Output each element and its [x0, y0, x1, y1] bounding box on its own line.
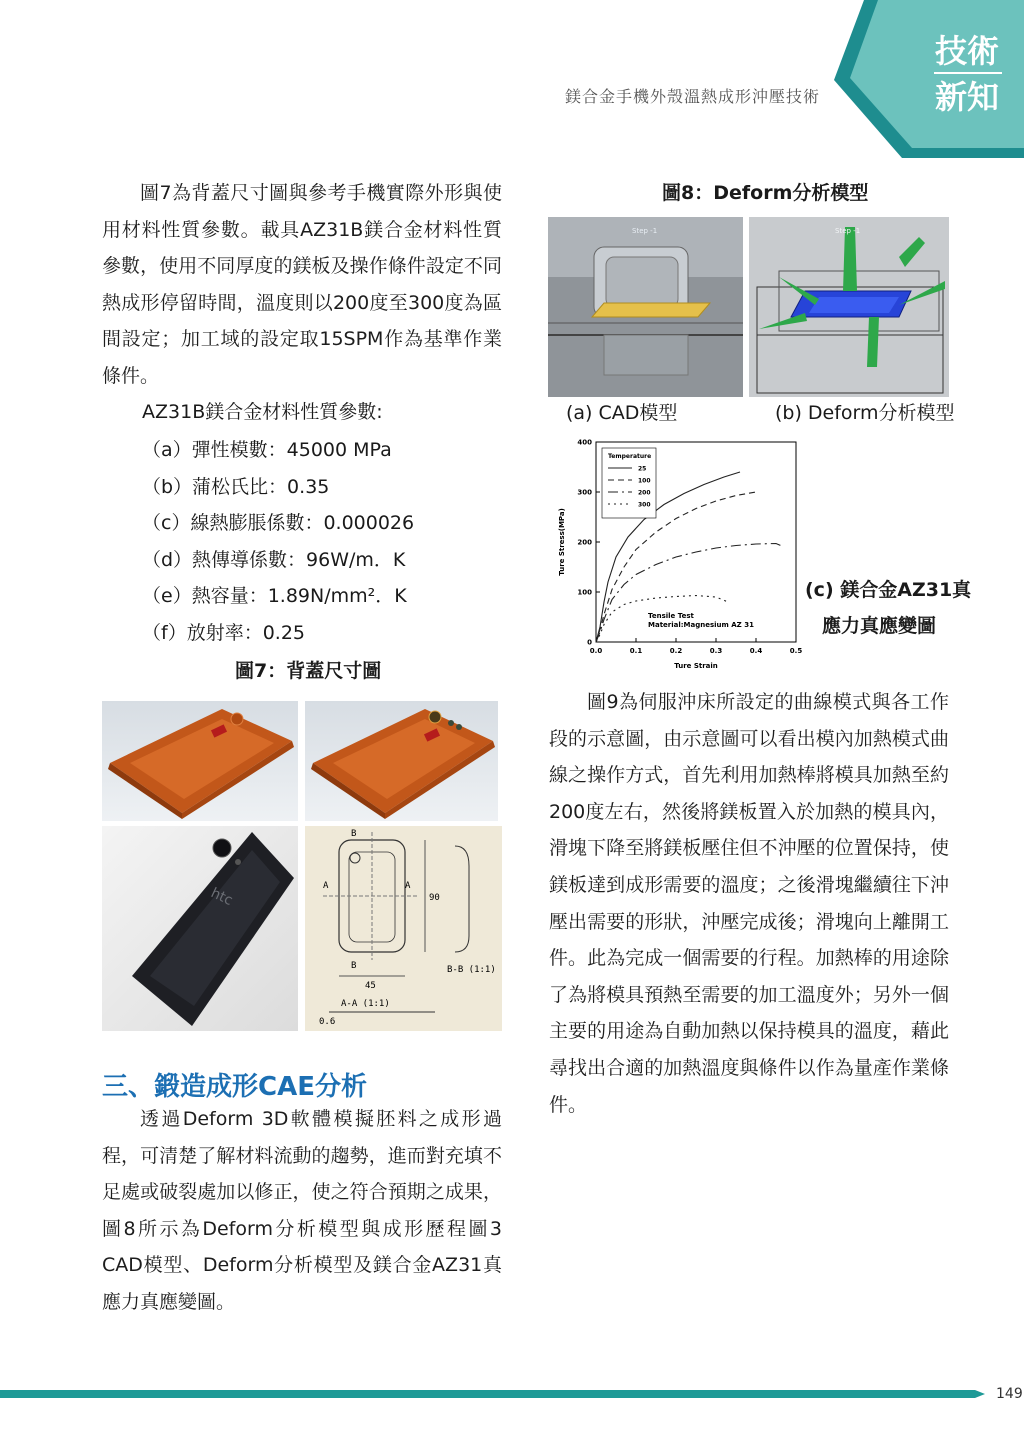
- x-tick-label: 0.2: [669, 647, 683, 655]
- x-tick-label: 0.4: [749, 647, 763, 655]
- legend-label: 25: [638, 465, 647, 473]
- y-tick-label: 400: [577, 438, 592, 447]
- y-tick-label: 200: [577, 538, 592, 547]
- fig7-render-front: [305, 701, 498, 821]
- running-title: 鎂合金手機外殼溫熱成形沖壓技術: [565, 87, 821, 106]
- y-tick-label: 300: [577, 488, 592, 497]
- label-b-top: B: [351, 829, 357, 839]
- x-tick-label: 0.1: [629, 647, 643, 655]
- fig8a-cad-image: [548, 217, 743, 397]
- phone-cover-render-2: [305, 701, 498, 821]
- property-item: （c）線熱膨脹係數：0.000026: [142, 512, 415, 535]
- label-a-left: A: [323, 881, 329, 891]
- property-item: （b）蒲松氏比：0.35: [142, 475, 330, 498]
- props-title: AZ31B鎂合金材料性質參數:: [142, 401, 383, 423]
- dim-90: 90: [429, 893, 440, 903]
- stress-strain-chart: [552, 432, 802, 677]
- fig7-dimension-drawing: [305, 826, 502, 1031]
- cae-paragraph: 透過Deform 3D軟體模擬胚料之成形過程，可清楚了解材料流動的趨勢，進而對充填不足處或破裂處加以修正，使之符合預期之成果，圖8所示為Deform分析模型與成形歷程圖3 CAD模型、Deform分析模型及鎂合金AZ31真應力真應變圖。: [102, 1108, 502, 1313]
- reference-phone-photo: [102, 826, 298, 1031]
- label-bb: B-B (1:1): [447, 965, 496, 975]
- fig8b-deform-image: [749, 217, 949, 397]
- x-tick-label: 0.3: [709, 647, 723, 655]
- fig7-caption: 圖7：背蓋尺寸圖: [235, 660, 382, 682]
- y-axis-ticks: [577, 439, 600, 647]
- badge-line2: 新知: [934, 78, 999, 116]
- legend-title: Temperature: [608, 453, 652, 460]
- fig8-caption: 圖8：Deform分析模型: [662, 182, 869, 204]
- dimension-drawing: [305, 826, 502, 1031]
- fig7-render-back: [102, 701, 298, 821]
- badge-line1: 技術: [934, 32, 999, 70]
- phone-brand-text: htc: [208, 885, 236, 909]
- step-label-a: Step -1: [632, 227, 658, 235]
- property-item: （a）彈性模數：45000 MPa: [142, 439, 392, 461]
- label-b-bottom: B: [351, 961, 357, 971]
- fig8a-label: (a) CAD模型: [566, 402, 678, 424]
- label-a-right: A: [405, 881, 411, 891]
- x-axis-label: Ture Strain: [674, 662, 718, 670]
- phone-cover-render-1: [102, 701, 298, 821]
- x-axis-ticks: [590, 638, 802, 655]
- badge-divider: [934, 72, 1002, 74]
- label-aa: A-A (1:1): [341, 999, 390, 1009]
- y-tick-label: 100: [577, 588, 592, 597]
- cad-model-render: [548, 217, 743, 397]
- property-list: [142, 432, 502, 652]
- section-heading: 三、鍛造成形CAE分析: [102, 1072, 367, 1102]
- legend-label: 300: [638, 501, 651, 509]
- footer-bar: [0, 1388, 985, 1400]
- y-axis-label: Ture Stress(MPa): [558, 508, 566, 576]
- fig8c-label-line1: (c) 鎂合金AZ31真: [805, 579, 972, 601]
- dim-06: 0.6: [319, 1017, 336, 1027]
- dim-45: 45: [365, 981, 376, 991]
- property-item: （f）放射率：0.25: [142, 621, 305, 644]
- property-item: （d）熱傳導係數：96W/m．K: [142, 548, 406, 571]
- y-tick-label: 0: [587, 638, 592, 647]
- intro-paragraph: 圖7為背蓋尺寸圖與參考手機實際外形與使用材料性質參數。載具AZ31B鎂合金材料性質參數，使用不同厚度的鎂板及操作條件設定不同熱成形停留時間，溫度則以200度至300度為區間設定；加工域的設定取15SPM作為基準作業條件。: [102, 182, 502, 387]
- fig8c-label-line2: 應力真應變圖: [822, 615, 937, 637]
- step-label-b: Step -1: [835, 227, 861, 235]
- property-item: （e）熱容量：1.89N/mm²．K: [142, 585, 407, 608]
- fig8b-label: (b) Deform分析模型: [775, 402, 955, 424]
- deform-model-render: [749, 217, 949, 397]
- chart-annotation-1: Tensile Test: [648, 612, 694, 620]
- badge-text: [932, 28, 1002, 120]
- legend-label: 200: [638, 489, 651, 497]
- x-tick-label: 0.5: [789, 647, 802, 655]
- fig7-phone-photo: [102, 826, 298, 1031]
- servo-paragraph: 圖9為伺服沖床所設定的曲線模式與各工作段的示意圖，由示意圖可以看出模內加熱模式曲線之操作方式，首先利用加熱棒將模具加熱至約200度左右，然後將鎂板置入於加熱的模具內，滑塊下降至將鎂板壓住但不沖壓的位置保持，使鎂板達到成形需要的溫度；之後滑塊繼續往下沖壓出需要的形狀，沖壓完成後；滑塊向上離開工件。此為完成一個需要的行程。加熱棒的用途除了為將模具預熱至需要的加工溫度外；另外一個主要的用途為自動加熱以保持模具的溫度，藉此尋找出合適的加熱溫度與條件以作為量產作業條件。: [549, 691, 949, 1116]
- chart-annotation-2: Material:Magnesium AZ 31: [648, 621, 754, 629]
- legend-label: 100: [638, 477, 651, 485]
- x-tick-label: 0.0: [589, 647, 603, 655]
- page-number: 149: [996, 1386, 1023, 1402]
